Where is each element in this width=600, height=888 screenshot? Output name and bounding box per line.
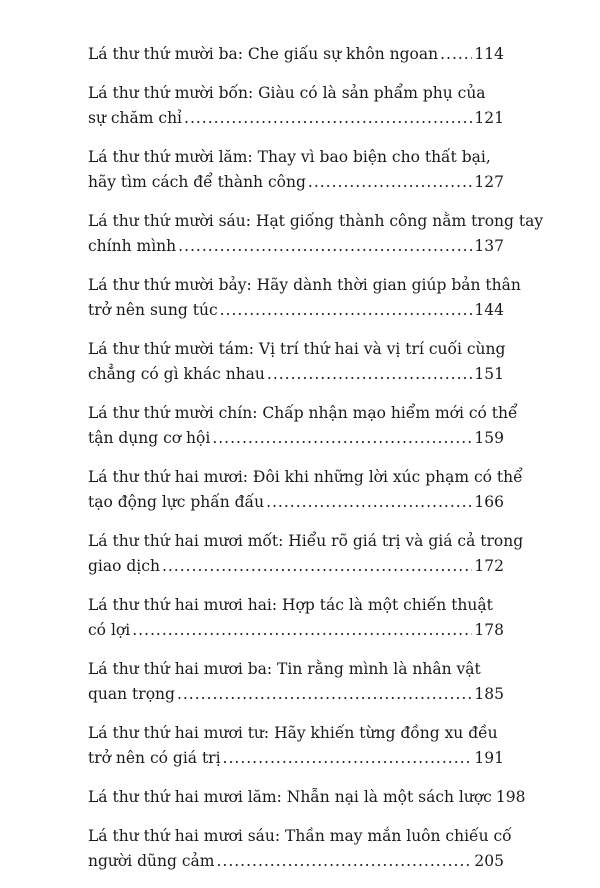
toc-entry-title: Lá thư thứ mười tám: Vị trí thứ hai và vị trí cuối cùng	[88, 340, 506, 358]
toc-entry[interactable]	[88, 593, 504, 643]
toc-entry[interactable]	[88, 465, 523, 515]
toc-page-number: 114	[474, 45, 504, 63]
toc-entry-title-cont: chẳng có gì khác nhau	[88, 365, 265, 383]
toc-page-number: 185	[474, 685, 504, 703]
toc-line	[88, 106, 504, 131]
toc-entry-title: Lá thư thứ mười sáu: Hạt giống thành công nằm trong tay	[88, 212, 544, 230]
toc-entry-title-cont: trở nên có giá trị	[88, 749, 221, 767]
toc-entry-title-cont: hãy tìm cách để thành công	[88, 173, 306, 191]
toc-entry-title: Lá thư thứ hai mươi hai: Hợp tác là một chiến thuật	[88, 596, 493, 614]
toc-entry-title-cont: sự chăm chỉ	[88, 109, 183, 127]
toc-entry-title-cont: chính mình	[88, 237, 177, 255]
toc-entry[interactable]	[88, 721, 504, 771]
dot-leader	[266, 490, 472, 515]
toc-entry-title: Lá thư thứ mười bảy: Hãy dành thời gian giúp bản thân	[88, 276, 521, 294]
dot-leader	[308, 170, 473, 195]
toc-entry-title: Lá thư thứ hai mươi lăm: Nhẫn nại là một sách lược	[88, 788, 492, 806]
dot-leader	[267, 362, 473, 387]
toc-entry-title-cont: người dũng cảm	[88, 852, 215, 870]
table-of-contents	[88, 42, 544, 888]
dot-leader	[440, 42, 472, 67]
toc-entry-title: Lá thư thứ mười chín: Chấp nhận mạo hiểm mới có thể	[88, 404, 518, 422]
toc-entry-title-cont: có lợi	[88, 621, 131, 639]
toc-line	[88, 170, 504, 195]
dot-leader	[162, 554, 472, 579]
toc-line	[88, 746, 504, 771]
toc-line	[88, 234, 504, 259]
toc-line	[88, 426, 504, 451]
toc-entry-title-cont: quan trọng	[88, 685, 175, 703]
dot-leader	[178, 234, 472, 259]
toc-page-number: 121	[474, 109, 504, 127]
toc-line	[88, 785, 526, 810]
toc-entry[interactable]	[88, 785, 526, 810]
toc-entry-title: Lá thư thứ hai mươi mốt: Hiểu rõ giá trị và giá cả trong	[88, 532, 524, 550]
toc-line	[88, 849, 504, 874]
toc-page-number: 151	[474, 365, 504, 383]
toc-entry[interactable]	[88, 81, 504, 131]
dot-leader	[132, 618, 472, 643]
toc-entry-title: Lá thư thứ hai mươi sáu: Thần may mắn luôn chiếu cố	[88, 827, 512, 845]
dot-leader	[216, 849, 472, 874]
toc-entry-title-cont: tạo động lực phấn đấu	[88, 493, 265, 511]
toc-entry-title: Lá thư thứ mười bốn: Giàu có là sản phẩm phụ của	[88, 84, 486, 102]
toc-page-number: 166	[474, 493, 504, 511]
toc-page-number: 172	[474, 557, 504, 575]
toc-line	[88, 490, 504, 515]
toc-page-number: 159	[474, 429, 504, 447]
toc-line	[88, 42, 504, 67]
toc-entry-title: Lá thư thứ hai mươi ba: Tin rằng mình là nhân vật	[88, 660, 481, 678]
toc-entry[interactable]	[88, 209, 544, 259]
toc-entry-title: Lá thư thứ mười lăm: Thay vì bao biện cho thất bại,	[88, 148, 491, 166]
toc-page-number: 198	[495, 788, 526, 806]
dot-leader	[177, 682, 472, 707]
toc-line	[88, 682, 504, 707]
toc-page-number: 127	[474, 173, 504, 191]
toc-line	[88, 298, 504, 323]
dot-leader	[212, 426, 472, 451]
dot-leader	[223, 746, 473, 771]
toc-entry[interactable]	[88, 824, 512, 874]
toc-page-number: 191	[474, 749, 504, 767]
toc-page-number: 178	[474, 621, 504, 639]
toc-line	[88, 554, 504, 579]
toc-entry-title-cont: tận dụng cơ hội	[88, 429, 211, 447]
dot-leader	[220, 298, 473, 323]
toc-entry[interactable]	[88, 529, 524, 579]
toc-line	[88, 362, 504, 387]
toc-entry-title-cont: giao dịch	[88, 557, 160, 575]
toc-entry-title: Lá thư thứ hai mươi tư: Hãy khiến từng đồng xu đều	[88, 724, 498, 742]
toc-entry[interactable]	[88, 401, 518, 451]
toc-entry[interactable]	[88, 337, 504, 387]
toc-entry[interactable]	[88, 273, 521, 323]
toc-entry-title-cont: trở nên sung túc	[88, 301, 218, 319]
toc-page-number: 137	[474, 237, 504, 255]
toc-entry[interactable]	[88, 657, 504, 707]
toc-page-number: 205	[474, 852, 504, 870]
toc-line	[88, 618, 504, 643]
toc-entry-title: Lá thư thứ hai mươi: Đôi khi những lời xúc phạm có thể	[88, 468, 523, 486]
toc-page-number: 144	[474, 301, 504, 319]
toc-entry[interactable]	[88, 145, 504, 195]
toc-entry[interactable]	[88, 42, 504, 67]
dot-leader	[184, 106, 472, 131]
toc-entry-title: Lá thư thứ mười ba: Che giấu sự khôn ngoan	[88, 45, 439, 63]
